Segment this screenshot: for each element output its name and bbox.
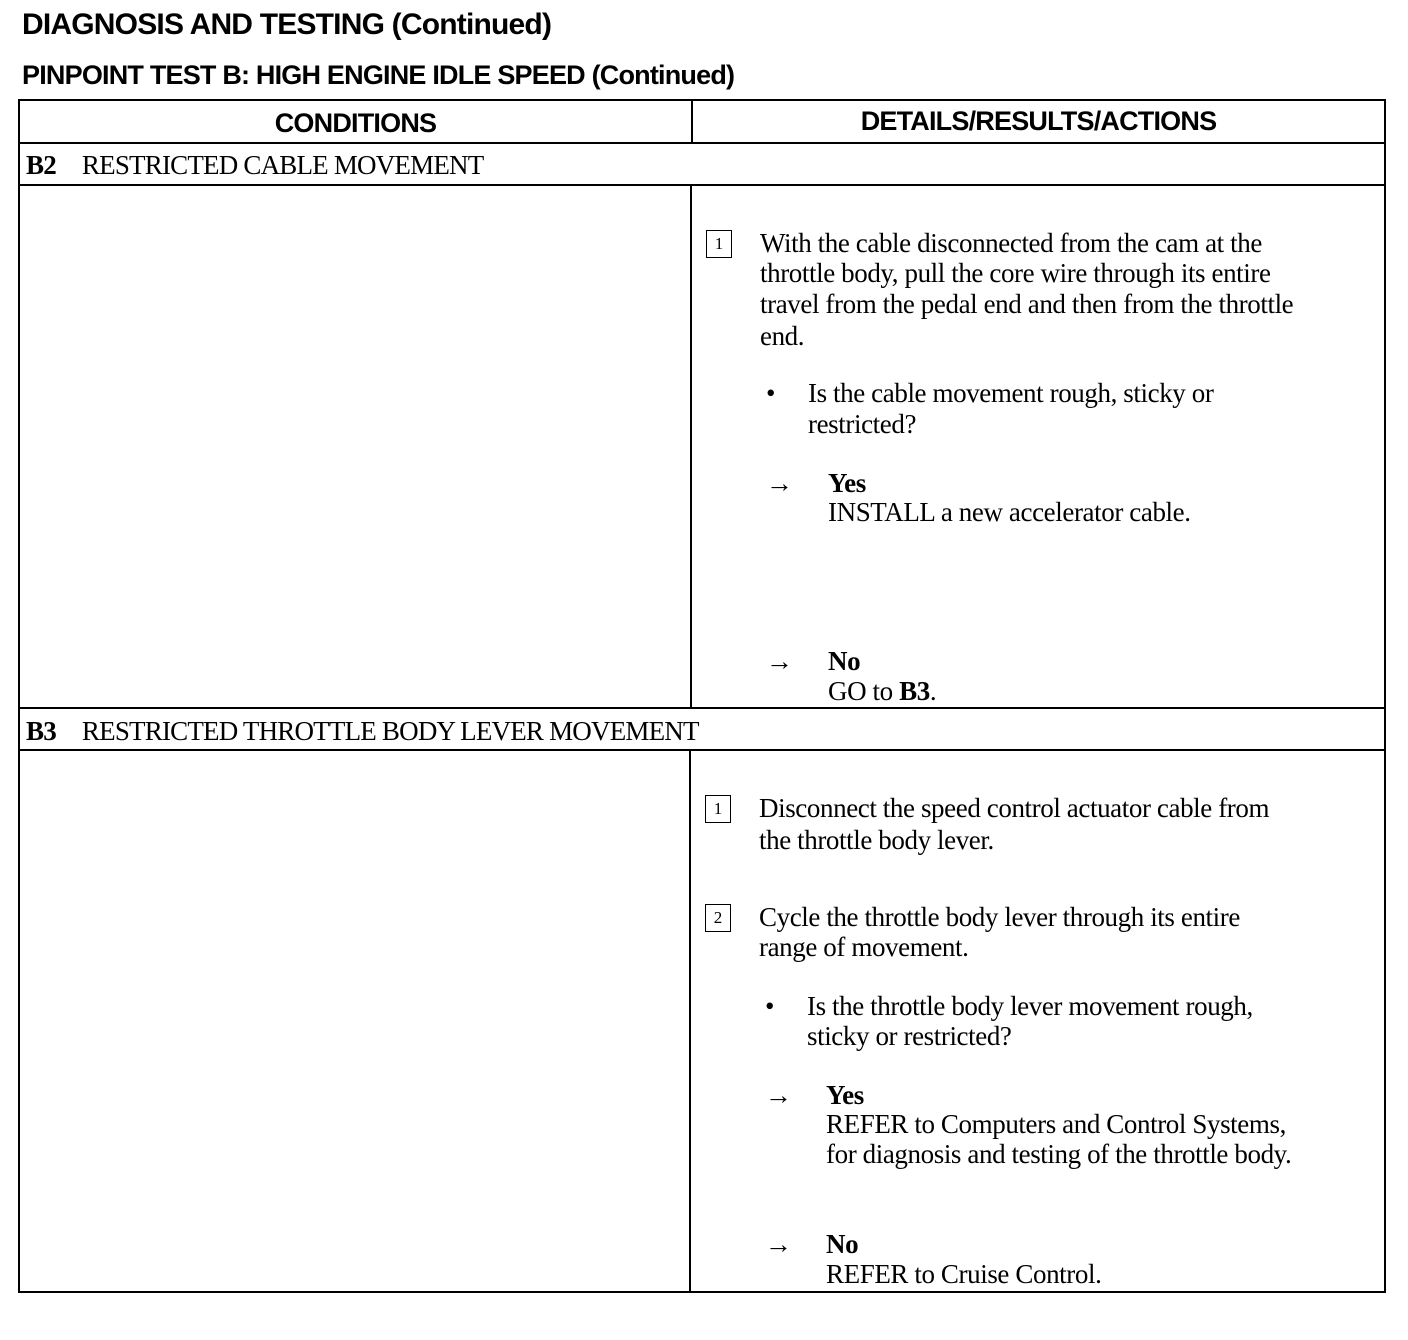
- bullet-icon: •: [766, 378, 776, 408]
- yes-label: Yes: [828, 468, 866, 498]
- step-text: Disconnect the speed control actuator cable from: [759, 793, 1270, 823]
- step-text: the throttle body lever.: [759, 825, 994, 855]
- step-text: travel from the pedal end and then from the throttle: [760, 289, 1294, 319]
- step-number-box: 2: [705, 904, 731, 932]
- section-b2-header: B2 RESTRICTED CABLE MOVEMENT: [26, 150, 484, 180]
- page-title: DIAGNOSIS AND TESTING (Continued): [22, 8, 552, 41]
- step-text: end.: [760, 321, 805, 351]
- column-header-details: DETAILS/RESULTS/ACTIONS: [860, 106, 1217, 136]
- step-number-box: 1: [706, 230, 732, 258]
- no-label: No: [828, 646, 861, 676]
- question-text: sticky or restricted?: [807, 1021, 1012, 1051]
- yes-action: REFER to Computers and Control Systems,: [826, 1109, 1286, 1139]
- step-text: With the cable disconnected from the cam at the: [760, 228, 1262, 258]
- step-text: throttle body, pull the core wire through its entire: [760, 258, 1271, 288]
- section-b3-header: B3 RESTRICTED THROTTLE BODY LEVER MOVEMENT: [26, 716, 699, 746]
- arrow-icon: →: [766, 646, 793, 676]
- question-text: restricted?: [808, 409, 917, 439]
- arrow-icon: →: [765, 1229, 792, 1259]
- pinpoint-test-title: PINPOINT TEST B: HIGH ENGINE IDLE SPEED (Continued): [22, 60, 735, 90]
- yes-action: INSTALL a new accelerator cable.: [828, 497, 1191, 527]
- yes-action: for diagnosis and testing of the throttle body.: [826, 1139, 1292, 1169]
- no-label: No: [826, 1229, 859, 1259]
- bullet-icon: •: [765, 991, 775, 1021]
- arrow-icon: →: [766, 468, 793, 498]
- step-number-box: 1: [705, 795, 731, 823]
- step-text: Cycle the throttle body lever through its entire: [759, 902, 1240, 932]
- link-b3[interactable]: B3: [899, 676, 930, 706]
- column-header-conditions: CONDITIONS: [274, 108, 437, 138]
- question-text: Is the cable movement rough, sticky or: [808, 378, 1214, 408]
- step-text: range of movement.: [759, 932, 969, 962]
- question-text: Is the throttle body lever movement rough,: [807, 991, 1253, 1021]
- no-action: GO to B3.: [828, 676, 937, 706]
- arrow-icon: →: [765, 1080, 792, 1110]
- no-action: REFER to Cruise Control.: [826, 1259, 1102, 1289]
- yes-label: Yes: [826, 1080, 864, 1110]
